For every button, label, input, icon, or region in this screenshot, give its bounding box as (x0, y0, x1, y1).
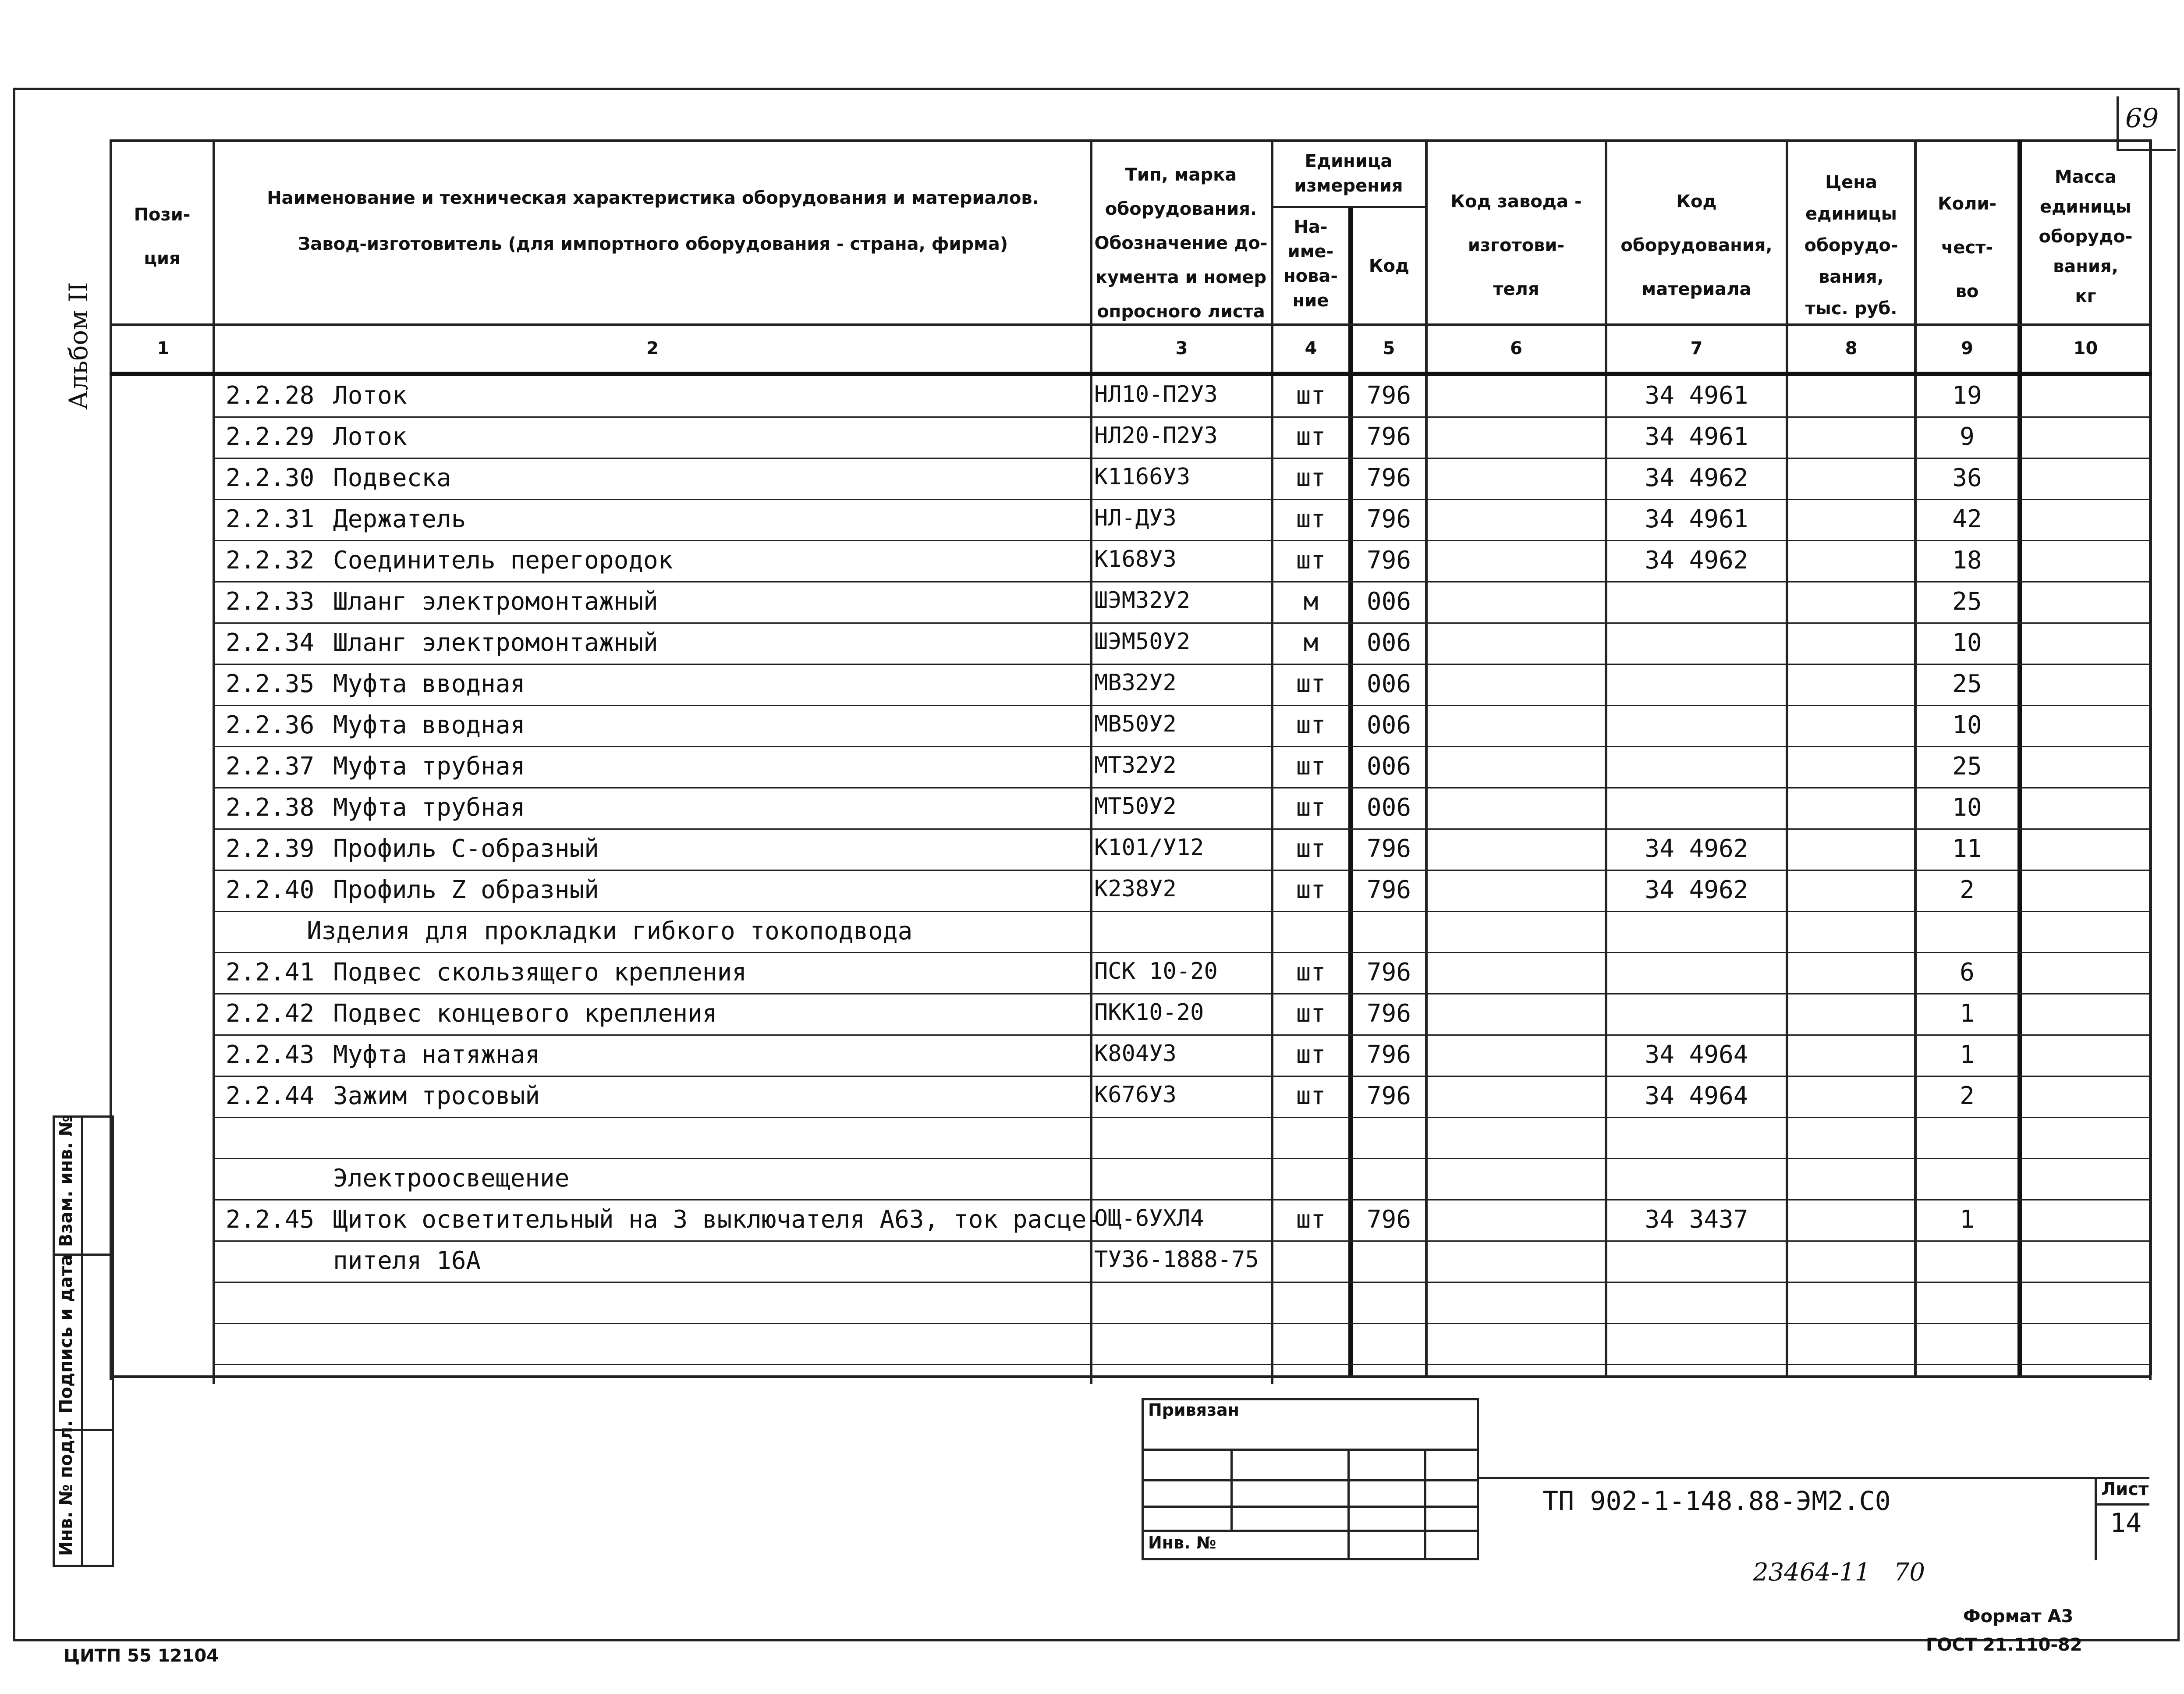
row-material-code: 34 3437 (1645, 1205, 1748, 1234)
row-type: К101/У12 (1094, 835, 1204, 861)
row-unit: шт (1296, 793, 1326, 822)
colnum-2: 2 (646, 338, 659, 359)
row-position: 2.2.36 (226, 711, 315, 739)
row-position: 2.2.43 (226, 1041, 315, 1069)
handwritten-footer: 23464-11 70 (1753, 1558, 1925, 1587)
row-unit-code: 006 (1366, 587, 1411, 616)
row-unit-code: 006 (1366, 711, 1411, 739)
row-type: МВ32У2 (1094, 670, 1177, 696)
document-code: ТП 902-1-148.88-ЭМ2.С0 (1542, 1486, 1891, 1516)
header-unit-name: На- име- нова- ние (1283, 217, 1338, 311)
row-position: 2.2.30 (226, 464, 315, 492)
row-type: К804У3 (1094, 1041, 1177, 1067)
row-unit: шт (1296, 958, 1326, 987)
row-position: 2.2.45 (226, 1205, 315, 1234)
row-unit: шт (1296, 464, 1326, 492)
row-quantity: 25 (1952, 670, 1982, 698)
colnum-7: 7 (1690, 338, 1703, 359)
row-material-code: 34 4964 (1645, 1041, 1748, 1069)
colnum-6: 6 (1510, 338, 1522, 359)
page-number-handwritten: 69 (2125, 103, 2159, 134)
row-quantity: 2 (1960, 1082, 1975, 1110)
privyazan-label: Привязан (1148, 1400, 1240, 1420)
row-unit-code: 796 (1366, 423, 1411, 451)
row-material-code: 34 4962 (1645, 876, 1748, 904)
header-name-line2: Завод-изготовитель (для импортного оборудования - страна, фирма) (298, 234, 1008, 254)
row-material-code: 34 4961 (1645, 423, 1748, 451)
row-material-code: 34 4961 (1645, 381, 1748, 410)
row-unit-code: 796 (1366, 1082, 1411, 1110)
row-name: пителя 16А (333, 1247, 481, 1275)
colnum-3: 3 (1175, 338, 1188, 359)
header-equipment-code: Код оборудования, материала (1620, 192, 1773, 299)
row-unit-code: 796 (1366, 505, 1411, 533)
header-unit-code: Код (1369, 256, 1410, 276)
row-unit: шт (1296, 711, 1326, 739)
row-position: 2.2.38 (226, 793, 315, 822)
row-position: 2.2.31 (226, 505, 315, 533)
row-name: Зажим тросовый (333, 1082, 540, 1110)
colnum-9: 9 (1961, 338, 1973, 359)
row-unit: шт (1296, 1082, 1326, 1110)
row-unit-code: 796 (1366, 1205, 1411, 1234)
colnum-1: 1 (157, 338, 170, 359)
row-name: Подвеска (333, 464, 451, 492)
row-name: Муфта трубная (333, 793, 525, 822)
row-name: Подвес скользящего крепления (333, 958, 747, 987)
row-quantity: 1 (1960, 1041, 1975, 1069)
row-unit-code: 796 (1366, 464, 1411, 492)
row-type: ШЭМ32У2 (1094, 587, 1191, 614)
row-material-code: 34 4962 (1645, 464, 1748, 492)
album-label: Альбом II (64, 282, 93, 410)
row-name: Электроосвещение (333, 1164, 570, 1193)
row-quantity: 25 (1952, 752, 1982, 781)
row-unit: шт (1296, 505, 1326, 533)
row-position: 2.2.39 (226, 835, 315, 863)
row-material-code: 34 4964 (1645, 1082, 1748, 1110)
row-quantity: 10 (1952, 793, 1982, 822)
header-name-line1: Наименование и техническая характеристика оборудования и материалов. (267, 188, 1039, 208)
header-position: Пози- ция (134, 205, 191, 269)
row-type: К1166У3 (1094, 464, 1191, 490)
row-unit-code: 796 (1366, 999, 1411, 1028)
colnum-5: 5 (1383, 338, 1395, 359)
format-label: Формат А3 (1963, 1606, 2074, 1627)
row-name: Щиток осветительный на 3 выключателя А63, ток расце- (333, 1205, 1102, 1234)
row-type: ПКК10-20 (1094, 999, 1204, 1026)
row-material-code: 34 4962 (1645, 835, 1748, 863)
row-position: 2.2.42 (226, 999, 315, 1028)
stamp-vzam-inv: Взам. инв. № (56, 1115, 76, 1247)
row-name: Муфта трубная (333, 752, 525, 781)
row-type: К676У3 (1094, 1082, 1177, 1108)
row-unit-code: 796 (1366, 381, 1411, 410)
row-quantity: 10 (1952, 711, 1982, 739)
row-position: 2.2.28 (226, 381, 315, 410)
row-type: МВ50У2 (1094, 711, 1177, 737)
row-unit-code: 796 (1366, 1041, 1411, 1069)
row-name: Подвес концевого крепления (333, 999, 717, 1028)
row-position: 2.2.41 (226, 958, 315, 987)
row-unit: м (1303, 587, 1319, 616)
row-material-code: 34 4961 (1645, 505, 1748, 533)
row-unit: шт (1296, 999, 1326, 1028)
row-quantity: 6 (1960, 958, 1975, 987)
row-type: НЛ20-П2У3 (1094, 423, 1218, 449)
header-factory-code: Код завода - изготови- теля (1450, 192, 1582, 299)
row-quantity: 9 (1960, 423, 1975, 451)
row-name: Профиль С-образный (333, 835, 599, 863)
row-unit: шт (1296, 670, 1326, 698)
header-mass: Масса единицы оборудо- вания, кг (2039, 167, 2133, 306)
row-type: ШЭМ50У2 (1094, 629, 1191, 655)
row-name: Муфта вводная (333, 711, 525, 739)
row-name: Соединитель перегородок (333, 546, 673, 575)
list-number: 14 (2110, 1508, 2142, 1538)
header-type: Тип, марка оборудования. Обозначение до- кумента и номер опросного листа (1094, 165, 1268, 322)
row-quantity: 42 (1952, 505, 1982, 533)
row-unit-code: 006 (1366, 752, 1411, 781)
row-type: К238У2 (1094, 876, 1177, 902)
row-unit-code: 796 (1366, 835, 1411, 863)
row-unit: шт (1296, 423, 1326, 451)
row-quantity: 10 (1952, 629, 1982, 657)
list-label: Лист (2101, 1479, 2149, 1499)
row-unit-code: 006 (1366, 793, 1411, 822)
row-name: Изделия для прокладки гибкого токоподвода (307, 917, 913, 945)
row-unit-code: 796 (1366, 958, 1411, 987)
row-quantity: 19 (1952, 381, 1982, 410)
header-unit-group: Единица измерения (1294, 151, 1403, 196)
row-type: К168У3 (1094, 546, 1177, 572)
row-unit: шт (1296, 1041, 1326, 1069)
row-material-code: 34 4962 (1645, 546, 1748, 575)
row-unit-code: 006 (1366, 670, 1411, 698)
header-quantity: Коли- чест- во (1937, 194, 1997, 302)
row-quantity: 11 (1952, 835, 1982, 863)
row-position: 2.2.32 (226, 546, 315, 575)
row-unit: шт (1296, 835, 1326, 863)
citp-label: ЦИТП 55 12104 (64, 1646, 219, 1666)
row-type: МТ50У2 (1094, 793, 1177, 820)
row-type: ТУ36-1888-75 (1094, 1247, 1259, 1273)
row-quantity: 36 (1952, 464, 1982, 492)
row-name: Профиль Z образный (333, 876, 599, 904)
row-type: ПСК 10-20 (1094, 958, 1218, 984)
row-position: 2.2.40 (226, 876, 315, 904)
row-name: Держатель (333, 505, 466, 533)
row-type: МТ32У2 (1094, 752, 1177, 778)
stamp-inv-podl: Инв. № подл. (56, 1420, 76, 1556)
row-quantity: 25 (1952, 587, 1982, 616)
row-type: ОЩ-6УХЛ4 (1094, 1205, 1204, 1232)
row-name: Шланг электромонтажный (333, 587, 658, 616)
row-quantity: 1 (1960, 1205, 1975, 1234)
inv-no-label: Инв. № (1148, 1533, 1216, 1552)
colnum-10: 10 (2073, 338, 2098, 359)
row-type: НЛ10-П2У3 (1094, 381, 1218, 408)
row-position: 2.2.35 (226, 670, 315, 698)
row-quantity: 2 (1960, 876, 1975, 904)
row-position: 2.2.29 (226, 423, 315, 451)
row-position: 2.2.44 (226, 1082, 315, 1110)
stamp-podpis-data: Подпись и дата (56, 1254, 76, 1413)
row-unit-code: 796 (1366, 876, 1411, 904)
row-name: Шланг электромонтажный (333, 629, 658, 657)
row-unit: шт (1296, 381, 1326, 410)
row-unit: м (1303, 629, 1319, 657)
gost-label: ГОСТ 21.110-82 (1926, 1635, 2082, 1655)
row-unit-code: 796 (1366, 546, 1411, 575)
colnum-4: 4 (1305, 338, 1317, 359)
row-name: Лоток (333, 423, 407, 451)
row-unit: шт (1296, 546, 1326, 575)
header-price: Цена единицы оборудо- вания, тыс. руб. (1804, 172, 1898, 319)
row-position: 2.2.37 (226, 752, 315, 781)
row-type: НЛ-ДУ3 (1094, 505, 1177, 531)
row-name: Муфта натяжная (333, 1041, 540, 1069)
row-unit: шт (1296, 1205, 1326, 1234)
row-unit-code: 006 (1366, 629, 1411, 657)
row-unit: шт (1296, 876, 1326, 904)
row-name: Муфта вводная (333, 670, 525, 698)
row-unit: шт (1296, 752, 1326, 781)
row-position: 2.2.34 (226, 629, 315, 657)
row-quantity: 1 (1960, 999, 1975, 1028)
row-name: Лоток (333, 381, 407, 410)
row-quantity: 18 (1952, 546, 1982, 575)
colnum-8: 8 (1845, 338, 1858, 359)
row-position: 2.2.33 (226, 587, 315, 616)
